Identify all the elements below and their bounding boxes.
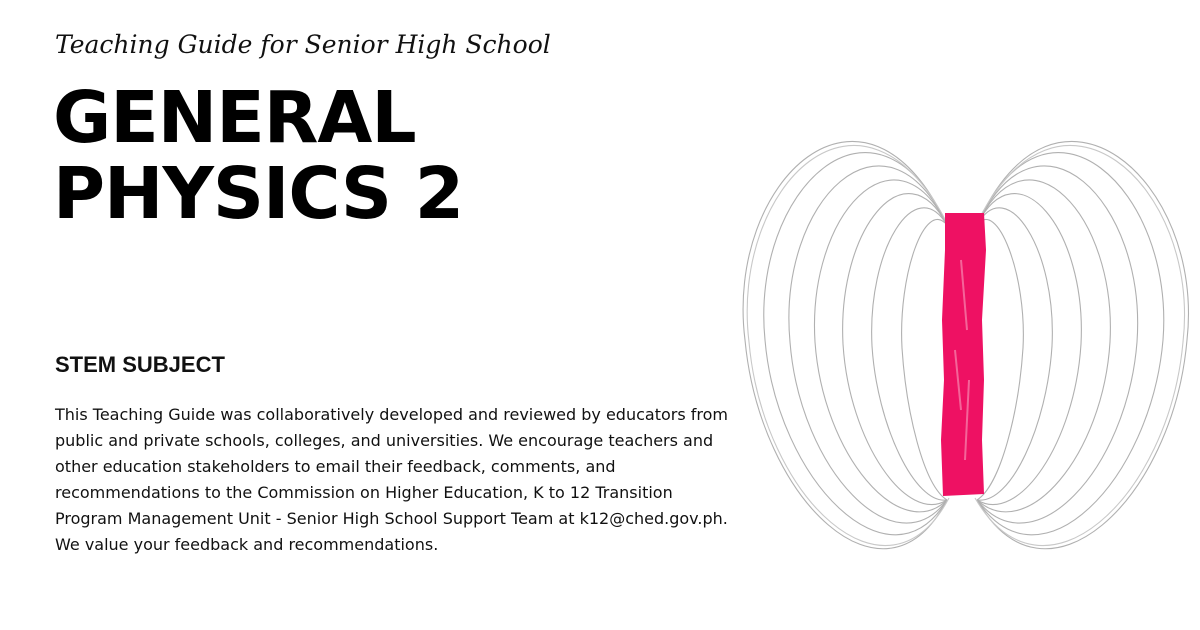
title-line-2: PHYSICS 2 [53, 152, 464, 235]
description-paragraph: This Teaching Guide was collaboratively developed and reviewed by educators from public and private schools, colleges, and universities. We encourage teachers and other education stakeholders to email their feedback, comments, and recommendations to the Commission on Higher Education, K to 12 Transition Program Management Unit - Senior High School Support Team at k12@ched.gov.ph. We value your feedback and recommendations. [55, 405, 728, 554]
field-line [843, 194, 947, 505]
field-line [977, 208, 1052, 500]
section-heading: STEM SUBJECT [55, 352, 225, 377]
field-line [764, 153, 947, 535]
field-line [789, 166, 947, 523]
field-line [977, 180, 1110, 512]
magnetic-field-illustration [735, 80, 1200, 595]
title-line-1: GENERAL [53, 76, 416, 159]
bar-magnet-body [941, 213, 986, 496]
cover-subtitle: Teaching Guide for Senior High School [55, 30, 551, 59]
bar-magnet [941, 213, 986, 496]
field-line [977, 153, 1164, 535]
field-line [872, 208, 947, 500]
field-line [902, 219, 947, 500]
field-line [814, 180, 947, 512]
field-line [977, 166, 1138, 523]
cover-title [53, 76, 464, 235]
field-line [977, 194, 1081, 505]
field-line [977, 141, 1188, 548]
